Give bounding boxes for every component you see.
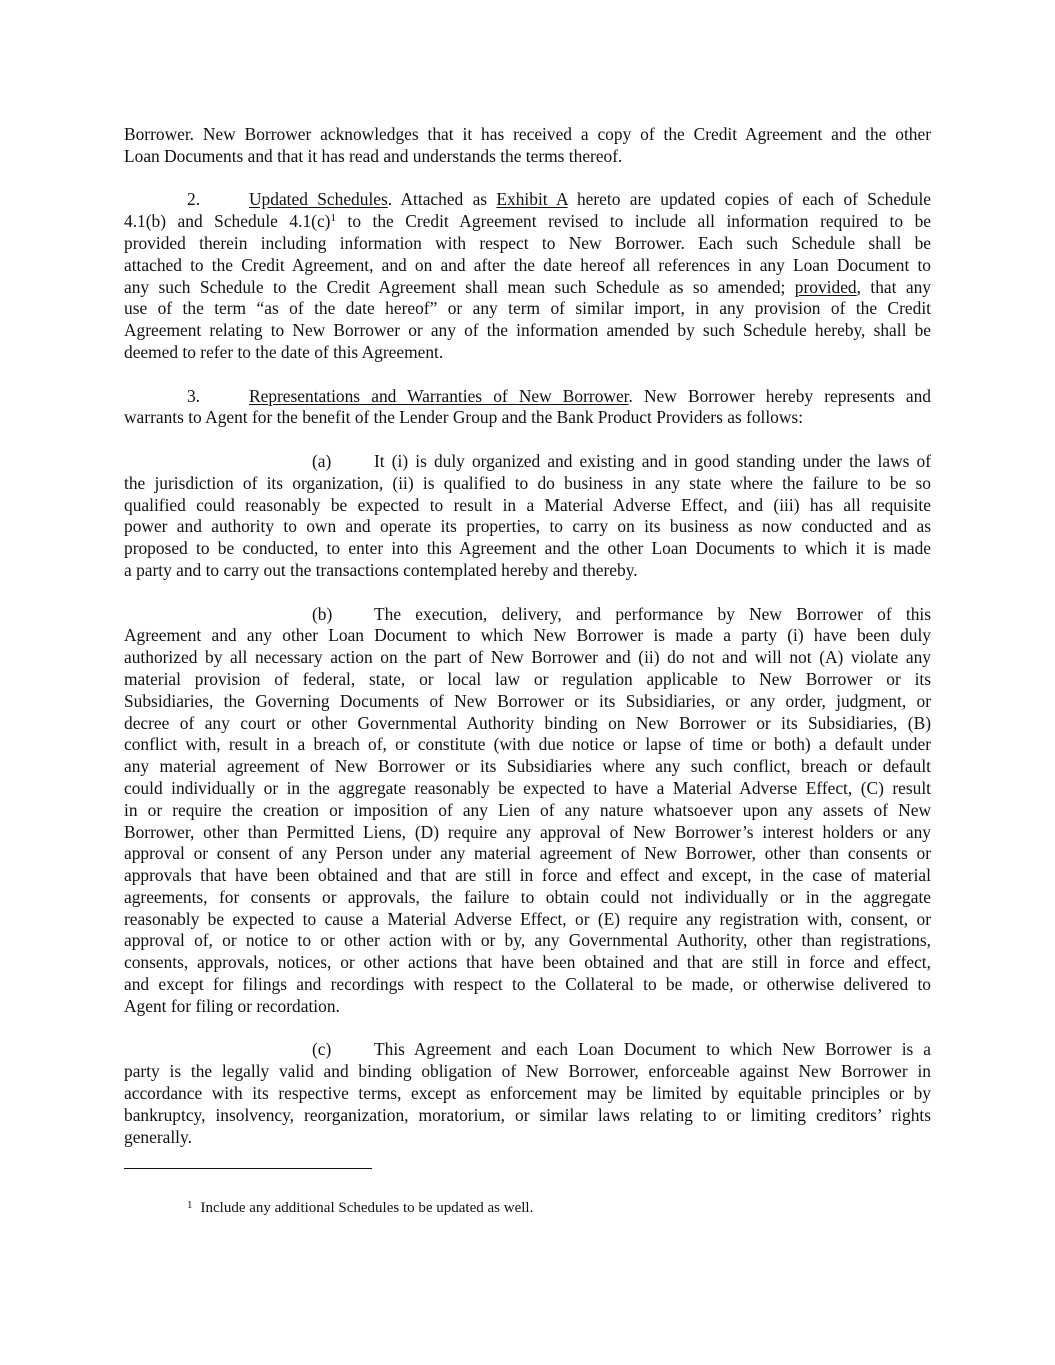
footnote-text: Include any additional Schedules to be updated as well. (200, 1200, 534, 1216)
footnote-marker: 1 (187, 1199, 193, 1211)
footnote (187, 1200, 533, 1217)
text-line: party is the legally valid and binding obligation of New Borrower, enforceable against New Borrower in (124, 1061, 931, 1082)
text-line: provided therein including information with respect to New Borrower. Each such Schedule shall be (124, 232, 931, 253)
text-line: qualified could reasonably be expected to result in a Material Adverse Effect, and (iii) has all requisite (124, 494, 931, 515)
text-line: authorized by all necessary action on the part of New Borrower and (ii) do not and will not (A) violate any (124, 647, 931, 668)
exhibit-a-reference: Exhibit A (496, 189, 568, 210)
footnote-separator (124, 1168, 372, 1169)
text-line: approvals that have been obtained and that are still in force and effect and except, in the case of material (124, 865, 931, 886)
text-run: The execution, delivery, and performance by New Borrower of this (374, 603, 931, 624)
section-number: 2. (187, 189, 201, 210)
text-line (124, 277, 931, 299)
text-line: warrants to Agent for the benefit of the Lender Group and the Bank Product Providers as follows: (124, 407, 804, 428)
text-line: proposed to be conducted, to enter into this Agreement and the other Loan Documents to which it is made (124, 538, 931, 559)
text-line (124, 1039, 931, 1061)
text-line: conflict with, result in a breach of, or constitute (with due notice or lapse of time or both) a default under (124, 734, 931, 755)
text-line: could individually or in the aggregate reasonably be expected to have a Material Adverse Effect, (C) result (124, 777, 931, 798)
subsection-label-wrap (124, 451, 374, 473)
text-run: This Agreement and each Loan Document to which New Borrower is a (374, 1039, 931, 1060)
text-run: to the Credit Agreement revised to include all information required to be (335, 211, 931, 232)
text-line: use of the term “as of the date hereof” or any term of similar import, in any provision of the Credit (124, 298, 931, 319)
text-run: any such Schedule to the Credit Agreement shall mean such Schedule as so amended; (124, 276, 795, 297)
text-line: accordance with its respective terms, except as enforcement may be limited by equitable principles or by (124, 1083, 931, 1104)
subsection-a (124, 451, 931, 582)
text-line: Subsidiaries, the Governing Documents of New Borrower or its Subsidiaries, or any order, judgment, or (124, 690, 931, 711)
text-line: approval of, or notice to or other action with or by, any Governmental Authority, other than registrations, (124, 930, 931, 951)
text-run: 4.1(b) and Schedule 4.1(c) (124, 211, 331, 232)
text-line (124, 451, 931, 473)
text-line: agreements, for consents or approvals, the failure to obtain could not individually or in the aggregate (124, 886, 931, 907)
text-run: , that any (856, 276, 931, 297)
section-2-updated-schedules (124, 189, 931, 363)
subsection-c (124, 1039, 931, 1148)
text-run: . Attached as (387, 189, 497, 210)
text-line: Borrower. New Borrower acknowledges that it has received a copy of the Credit Agreement and the other (124, 124, 931, 144)
section-number: 3. (187, 385, 201, 406)
text-line: any material agreement of New Borrower or its Subsidiaries where any such conflict, breach or default (124, 756, 931, 777)
provided-term: provided (794, 276, 857, 297)
text-line: Loan Documents and that it has read and understands the terms thereof. (124, 145, 623, 166)
text-line: Borrower, other than Permitted Liens, (D) require any approval of New Borrower’s interest holders or any (124, 821, 931, 842)
text-line: decree of any court or other Governmental Authority binding on New Borrower or its Subsidiaries, (B) (124, 712, 931, 733)
text-line: the jurisdiction of its organization, (ii) is qualified to do business in any state where the failure to be so (124, 472, 931, 493)
subsection-label: (a) (312, 450, 332, 471)
text-line: generally. (124, 1126, 192, 1147)
section-heading: Updated Schedules (249, 189, 388, 210)
text-run: hereto are updated copies of each of Schedule (567, 189, 932, 210)
section-heading: Representations and Warranties of New Borrower (249, 385, 629, 406)
text-line: Agreement relating to New Borrower or any of the information amended by such Schedule hereby, shall be (124, 320, 931, 341)
intro-paragraph (124, 124, 931, 168)
footnote-reference[interactable]: 1 (330, 212, 336, 225)
text-line: bankruptcy, insolvency, reorganization, moratorium, or similar laws relating to or limiting creditors’ rights (124, 1104, 931, 1125)
text-line (124, 604, 931, 626)
text-line: material provision of federal, state, or local law or regulation applicable to New Borrower or its (124, 668, 931, 689)
text-line: in or require the creation or imposition of any Lien of any nature whatsoever upon any assets of New (124, 799, 931, 820)
subsection-label: (b) (312, 603, 333, 624)
subsection-label: (c) (312, 1039, 332, 1060)
text-run: . New Borrower hereby represents and (628, 385, 931, 406)
text-line: deemed to refer to the date of this Agreement. (124, 341, 444, 362)
text-line: and except for filings and recordings with respect to the Collateral to be made, or otherwise delivered to (124, 974, 931, 995)
subsection-b (124, 604, 931, 1018)
text-line: a party and to carry out the transactions contemplated hereby and thereby. (124, 559, 638, 580)
text-line: Agreement and any other Loan Document to which New Borrower is made a party (i) have been duly (124, 625, 931, 646)
text-line: power and authority to own and operate its properties, to carry on its business as now conducted and as (124, 516, 931, 537)
document-page (124, 124, 931, 1170)
text-line: reasonably be expected to cause a Material Adverse Effect, or (E) require any registration with, consent, or (124, 908, 931, 929)
text-line: consents, approvals, notices, or other actions that have been obtained and that are still in force and effect, (124, 952, 931, 973)
text-line: approval or consent of any Person under any material agreement of New Borrower, other than consents or (124, 843, 931, 864)
text-line (124, 386, 931, 408)
text-line (124, 211, 931, 233)
text-line: Agent for filing or recordation. (124, 995, 340, 1016)
subsection-label-wrap (124, 604, 374, 626)
text-line (124, 189, 931, 211)
subsection-label-wrap (124, 1039, 374, 1061)
section-3-representations (124, 386, 931, 430)
text-line: attached to the Credit Agreement, and on and after the date hereof all references in any Loan Document to (124, 254, 931, 275)
text-run: It (i) is duly organized and existing and in good standing under the laws of (374, 450, 931, 471)
